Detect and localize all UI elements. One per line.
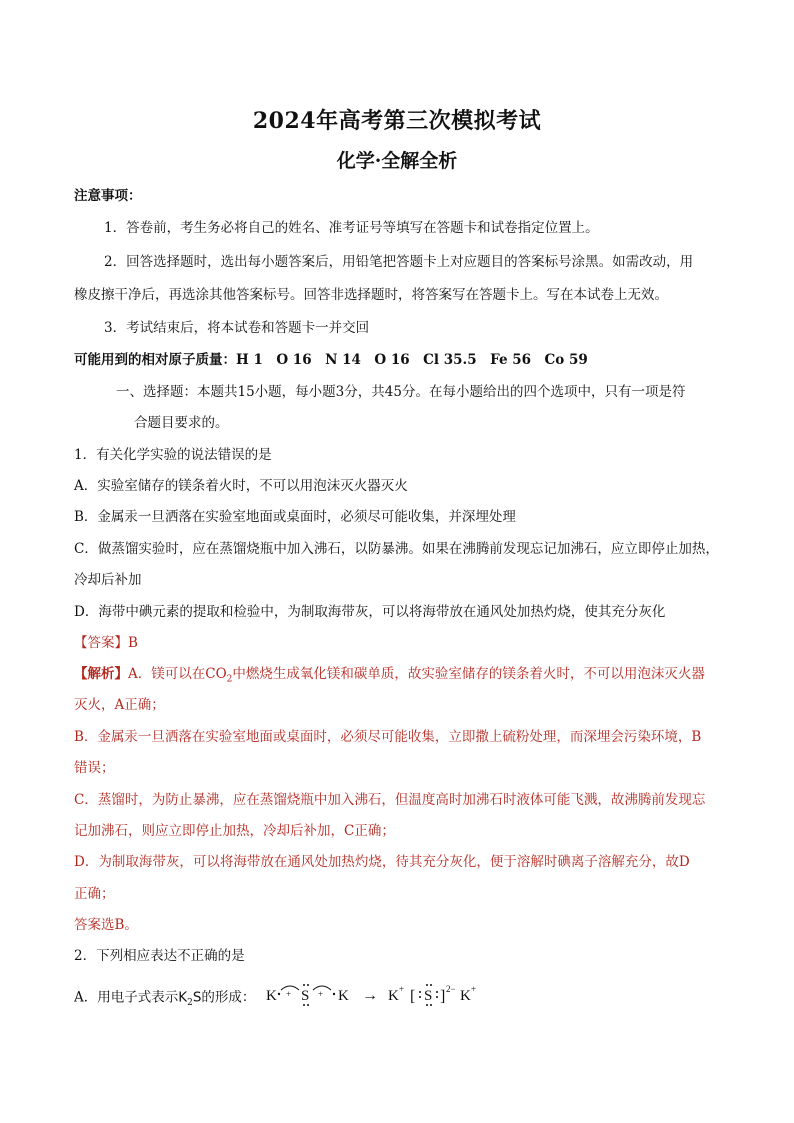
notes-item-3: 3．考试结束后，将本试卷和答题卡一并交回 bbox=[104, 320, 370, 336]
electron-dot bbox=[303, 984, 305, 986]
electron-dot bbox=[278, 993, 280, 995]
electron-dot bbox=[307, 984, 309, 986]
electron-dot bbox=[419, 996, 421, 998]
eq-left-k1: K bbox=[265, 988, 277, 1004]
q2-a-formula-k: K bbox=[178, 989, 188, 1006]
q1-option-c-line1: C．做蒸馏实验时，应在蒸馏烧瓶中加入沸石，以防暴沸。如果在沸腾前发现忘记加沸石，应立即停止加热， bbox=[74, 541, 719, 557]
eq-right-k1-charge: + bbox=[398, 984, 404, 994]
electron-formula-equation bbox=[264, 982, 504, 1014]
q1-option-d: D．海带中碘元素的提取和检验中，为制取海带灰，可以将海带放在通风处加热灼烧，使其充分灰化 bbox=[74, 604, 666, 620]
q1-analysis-a-line1 bbox=[74, 664, 726, 690]
analysis-a-sub: 2 bbox=[226, 674, 233, 685]
q2-a-formula-s: S bbox=[192, 989, 202, 1006]
electron-formula-svg bbox=[264, 982, 504, 1008]
eq-right-s: S bbox=[423, 988, 433, 1004]
q1-analysis-c-line1: C．蒸馏时，为防止暴沸，应在蒸馏烧瓶中加入沸石，但温度高时加沸石时液体可能飞溅，故沸腾前发现忘 bbox=[74, 792, 706, 808]
q2-a-prefix: A．用电子式表示 bbox=[74, 989, 179, 1006]
q1-analysis-b-line1: B．金属汞一旦洒落在实验室地面或桌面时，必须尽可能收集，立即撒上硫粉处理，而深埋会污染环境，B bbox=[74, 729, 702, 745]
analysis-a-post: 中燃烧生成氧化镁和碳单质，故实验室储存的镁条着火时，不可以用泡沫灭火器 bbox=[232, 666, 705, 682]
q1-option-c-line2: 冷却后补加 bbox=[74, 572, 142, 588]
q1-analysis-a-line2: 灭火，A正确； bbox=[74, 697, 165, 713]
eq-left-s: S bbox=[300, 988, 310, 1004]
eq-right-k1: K bbox=[387, 988, 399, 1004]
electron-dot bbox=[426, 1004, 428, 1006]
page-title: 2024年高考第三次模拟考试 bbox=[252, 108, 542, 134]
eq-right-k2-charge: + bbox=[470, 984, 476, 994]
electron-dot bbox=[436, 991, 438, 993]
q1-analysis-d-line1: D．为制取海带灰，可以将海带放在通风处加热灼烧，待其充分灰化，便于溶解时碘离子溶解充分，故D bbox=[74, 854, 690, 870]
eq-left-k2: K bbox=[337, 988, 349, 1004]
q1-option-b: B．金属汞一旦洒落在实验室地面或桌面时，必须尽可能收集，并深埋处理 bbox=[74, 509, 516, 525]
electron-dot bbox=[430, 984, 432, 986]
notes-item-1: 1．答卷前，考生务必将自己的姓名、准考证号等填写在答题卡和试卷指定位置上。 bbox=[104, 220, 599, 236]
q2-option-a bbox=[74, 982, 726, 1009]
section1-line1: 一、选择题：本题共15小题，每小题3分，共45分。在每小题给出的四个选项中，只有一项是符 bbox=[116, 384, 686, 400]
q2-stem: 2．下列相应表达不正确的是 bbox=[74, 948, 245, 964]
electron-dot bbox=[307, 1004, 309, 1006]
q1-analysis-d-line2: 正确； bbox=[74, 886, 115, 902]
eq-right-k2: K bbox=[459, 988, 471, 1004]
electron-dot bbox=[426, 984, 428, 986]
eq-plus-1: + bbox=[285, 989, 291, 999]
analysis-tag: 【解析】 bbox=[74, 666, 128, 682]
q1-option-a: A．实验室储存的镁条着火时，不可以用泡沫灭火器灭火 bbox=[74, 478, 408, 494]
electron-dot bbox=[303, 1004, 305, 1006]
eq-right-s-charge: 2− bbox=[445, 984, 456, 994]
notes-item-2-line2: 橡皮擦干净后，再选涂其他答案标号。回答非选择题时，将答案写在答题卡上。写在本试卷上无效。 bbox=[74, 287, 668, 303]
notes-heading: 注意事项： bbox=[74, 188, 142, 204]
q2-a-formula-sub: 2 bbox=[187, 998, 193, 1009]
notes-item-2-line1: 2．回答选择题时，选出每小题答案后，用铅笔把答题卡上对应题目的答案标号涂黑。如需改动，用 bbox=[104, 254, 694, 270]
reaction-arrow: → bbox=[361, 987, 378, 1004]
eq-plus-2: + bbox=[317, 989, 323, 999]
electron-dot bbox=[333, 993, 335, 995]
q1-stem: 1．有关化学实验的说法错误的是 bbox=[74, 447, 272, 463]
atomic-masses: 可能用到的相对原子质量：H 1 O 16 N 14 O 16 Cl 35.5 Fe 56 Co 59 bbox=[74, 352, 588, 368]
analysis-a-pre: A．镁可以在CO bbox=[128, 666, 227, 682]
electron-dot bbox=[419, 991, 421, 993]
page-subtitle: 化学·全解全析 bbox=[336, 150, 458, 172]
bracket-right: ] bbox=[439, 988, 446, 1005]
electron-dot bbox=[430, 1004, 432, 1006]
q1-analysis-b-line2: 错误； bbox=[74, 760, 115, 776]
q2-a-suffix: 的形成： bbox=[201, 989, 256, 1006]
q1-conclusion: 答案选B。 bbox=[74, 917, 138, 933]
electron-dot bbox=[436, 996, 438, 998]
q1-analysis-c-line2: 记加沸石，则应立即停止加热，冷却后补加，C正确； bbox=[74, 823, 395, 839]
bracket-left: [ bbox=[409, 988, 416, 1005]
section1-line2: 合题目要求的。 bbox=[134, 415, 229, 431]
q1-answer: 【答案】B bbox=[74, 635, 138, 651]
